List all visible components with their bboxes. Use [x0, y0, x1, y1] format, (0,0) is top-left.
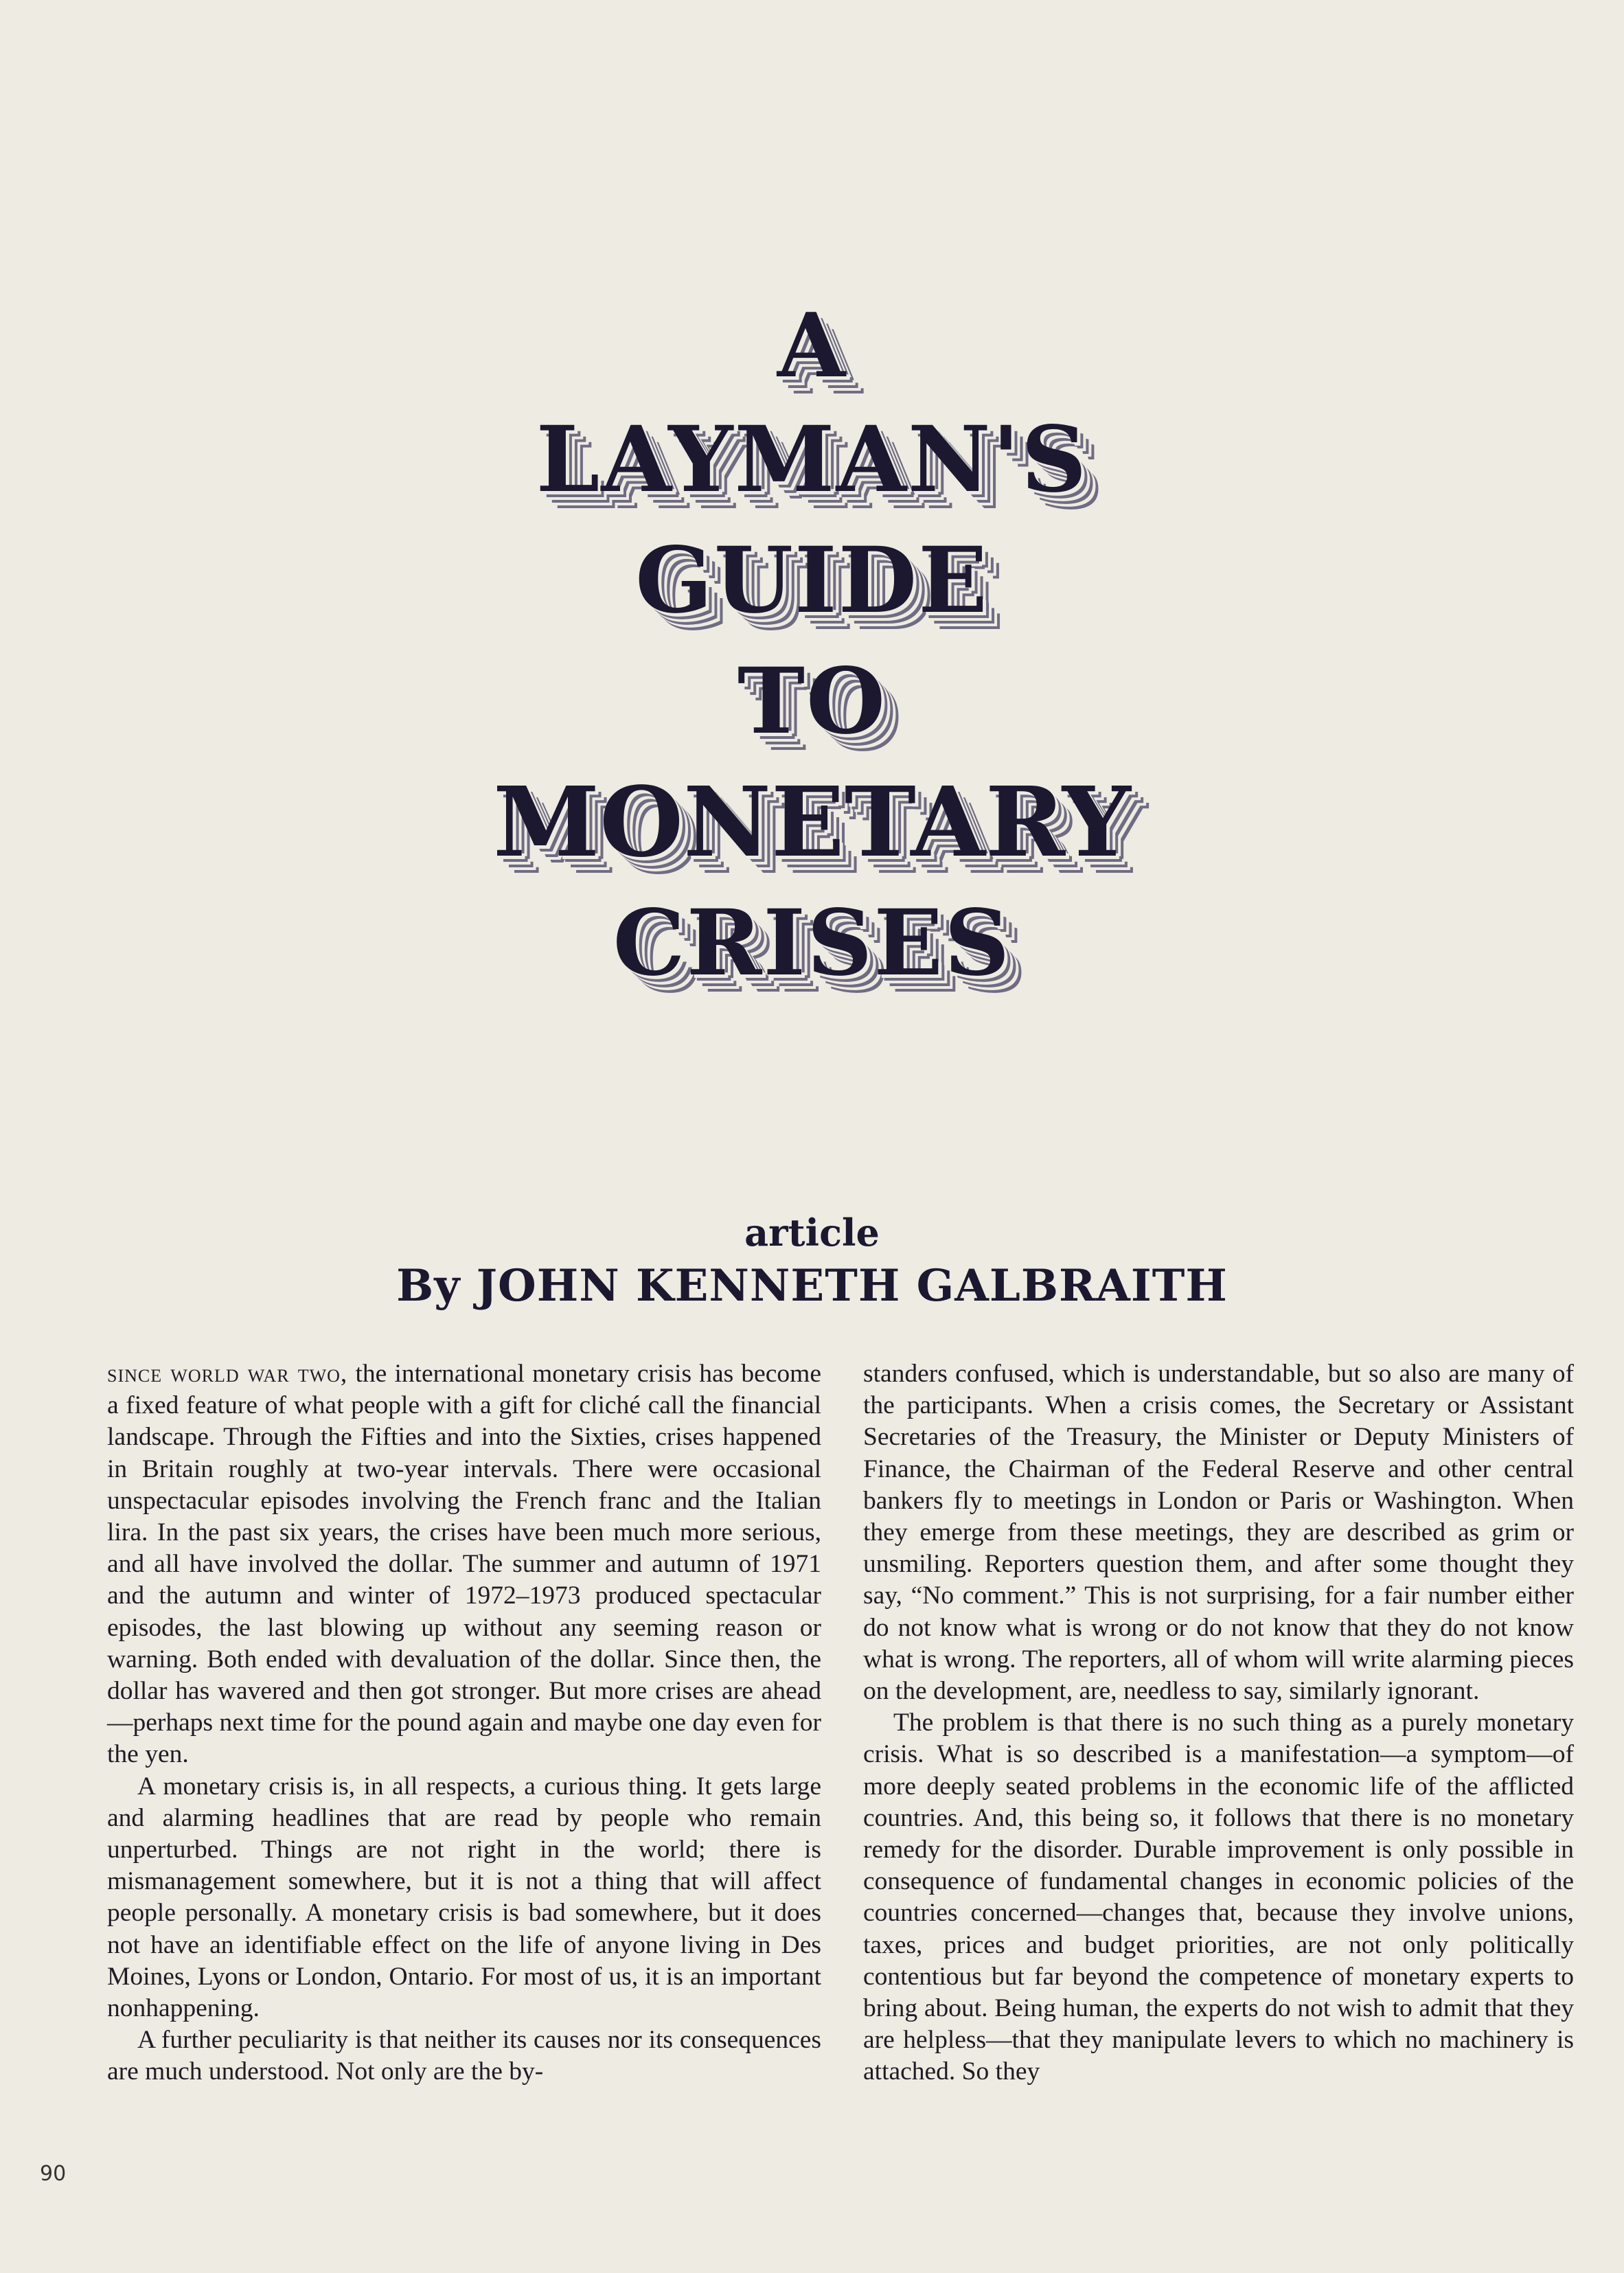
body-column-left: [107, 1358, 821, 2088]
paragraph: The problem is that there is no such thing as a purely monetary crisis. What is so described is a manifestation—a symptom—of more deeply seated problems in the economic life of the afflicted countries. And, this being so, it follows that there is no monetary remedy for the disorder. Durable improvement is only possible in consequence of fundamental changes in economic policies of the countries concerned—changes that, because they involve unions, taxes, prices and budget priorities, are not only politically contentious but far beyond the competence of monetary experts to bring about. Being human, the experts do not wish to admit that they are helpless—that they manipulate levers to which no machinery is attached. So they: [863, 1709, 1574, 2086]
paragraph-text: the international monetary crisis has become a fixed feature of what people with a gift for cliché call the financial landscape. Through the Fifties and into the Sixties, crises happened in Britain roughly at two-year intervals. There were occasional unspectacular episodes involving the French franc and the Italian lira. In the past six years, the crises have been much more serious, and all have involved the dollar. The summer and autumn of 1971 and the autumn and winter of 1972–1973 produced spectacular episodes, the last blowing up without any seeming reason or warning. Both ended with devaluation of the dollar. Since then, the dollar has wavered and then got stronger. But more crises are ahead—perhaps next time for the pound again and maybe one day even for the yen.: [107, 1360, 821, 1769]
title-line-6: CRISES: [613, 890, 1011, 996]
page-number: 90: [40, 2162, 67, 2186]
title-line-4: TO: [737, 648, 887, 755]
body-column-right: [863, 1358, 1574, 2088]
lead-in: since world war two,: [107, 1360, 348, 1388]
paragraph: [107, 1358, 821, 1771]
article-title: [0, 295, 1624, 1015]
paragraph: A monetary crisis is, in all respects, a curious thing. It gets large and alarming headlines that are read by people who remain unperturbed. Things are not right in the world; there is mismanagement somewhere, but it is not a thing that will affect people personally. A monetary crisis is bad somewhere, but it does not have an identifiable effect on the life of anyone living in Des Moines, Lyons or London, Ontario. For most of us, it is an important nonhappening.: [107, 1772, 821, 2023]
title-line-5: MONETARY: [493, 766, 1131, 879]
title-line-2: LAYMAN'S: [536, 407, 1088, 513]
title-line-3: GUIDE: [635, 527, 989, 634]
paragraph: A further peculiarity is that neither its causes nor its consequences are much understood. Not only are the by-: [107, 2026, 821, 2086]
section-kicker: article: [744, 1211, 880, 1255]
author-byline: By JOHN KENNETH GALBRAITH: [396, 1260, 1228, 1312]
title-line-1: A: [777, 295, 847, 398]
paragraph: standers confused, which is understandable, but so also are many of the participants. When a crisis comes, the Secretary or Assistant Secretaries of the Treasury, the Minister or Deputy Ministers of Finance, the Chairman of the Federal Reserve and other central bankers fly to meetings in London or Paris or Washington. When they emerge from these meetings, they are described as grim or unsmiling. Reporters question them, and after some thought they say, “No comment.” This is not surprising, for a fair number either do not know what is wrong or do not know that they do not know what is wrong. The reporters, all of whom will write alarming pieces on the development, are, needless to say, similarly ignorant.: [863, 1360, 1574, 1706]
